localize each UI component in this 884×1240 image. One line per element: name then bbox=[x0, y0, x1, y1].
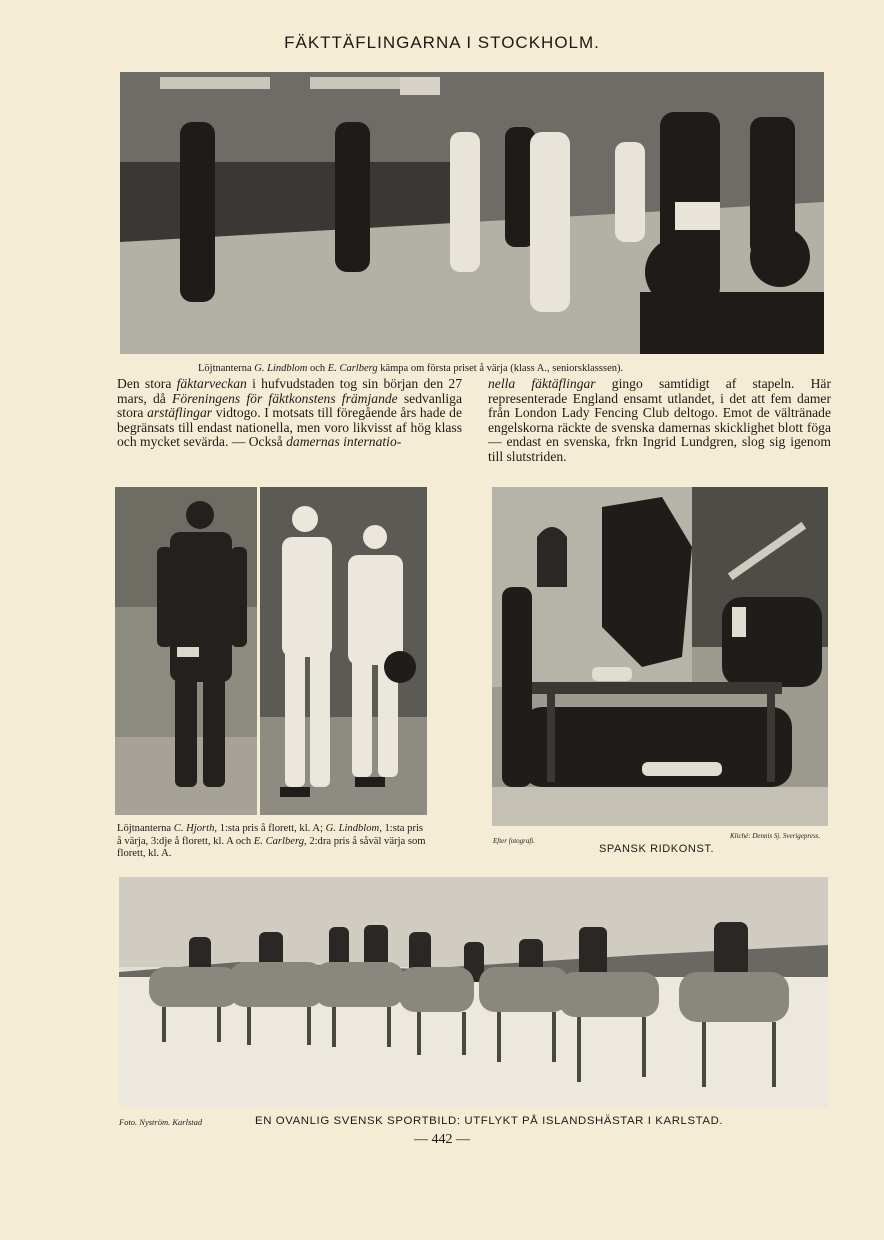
caption-name: G. Lindblom, bbox=[325, 823, 382, 834]
caption-text: Löjtnanterna bbox=[117, 823, 174, 834]
caption-name: C. Hjorth, bbox=[173, 823, 218, 834]
article-column-right bbox=[488, 377, 831, 465]
photo-icelandic-horses bbox=[119, 877, 828, 1107]
caption-text: Löjtnanterna bbox=[198, 363, 255, 374]
caption-text: 1:sta pris å värja, 3:dje å florett, kl. A och bbox=[117, 823, 424, 847]
caption-name: E. Carlberg bbox=[327, 363, 378, 374]
caption-text: 1:sta pris å florett, kl. A; bbox=[217, 823, 326, 834]
article-italic: arstäflingar bbox=[147, 405, 213, 421]
article-text: Den stora bbox=[117, 376, 177, 391]
photo-horses-title: EN OVANLIG SVENSK SPORTBILD: UTFLYKT PÅ ISLANDSHÄSTAR I KARLSTAD. bbox=[255, 1115, 724, 1127]
page-title: FÄKTTÄFLINGARNA I STOCKHOLM. bbox=[284, 33, 600, 52]
article-italic: Föreningens för fäktkonstens främjande bbox=[172, 390, 398, 406]
photo-fencing-hall-caption bbox=[198, 362, 798, 375]
photo-credit: Foto. Nyström. Karlstad bbox=[119, 1117, 203, 1127]
photo-credit: Kliché: Dennis Sj. Sverigepress. bbox=[730, 832, 821, 840]
photo-two-fencers bbox=[260, 487, 427, 815]
article-text: vidtogo. I motsats till föregående års hade de begränsats till endast nationella, men voro likvisst af hög klass och mycket sevärda. — Också bbox=[117, 405, 463, 450]
caption-text: och bbox=[307, 363, 328, 374]
photo-fencing-hall bbox=[120, 72, 824, 354]
article-italic: damernas internatio- bbox=[286, 434, 402, 450]
article-italic: nella fäktäflingar bbox=[488, 376, 596, 391]
article-italic: fäktarveckan bbox=[176, 376, 247, 391]
caption-text: kämpa om första priset å värja (klass A., seniorsklasssen). bbox=[377, 363, 624, 374]
article-column-left bbox=[117, 377, 462, 450]
caption-text: 2:dra pris å såväl värja som florett, kl. A. bbox=[117, 835, 426, 859]
photo-spanish-horsemanship bbox=[492, 487, 828, 826]
page-number: — 442 — bbox=[414, 1132, 470, 1147]
caption-name: G. Lindblom bbox=[254, 363, 308, 374]
article-text: gingo samtidigt af stapeln. Här representerade England ensamt utlandet, i det att fem damer från London Lady Fencing Club deltogo. Emot de vältränade engelskorna räckte de svenska damernas skicklighet blott föga — endast en svenska, frkn Ingrid Lundgren, slog sig igenom till slutstriden. bbox=[488, 376, 831, 464]
caption-name: E. Carlberg, bbox=[253, 835, 307, 847]
photo-spanish-title: SPANSK RIDKONST. bbox=[599, 843, 715, 855]
photo-credit: Efter fotografi. bbox=[493, 837, 535, 845]
article-text: i hufvudstaden tog sin början den 27 mars, då bbox=[117, 376, 462, 406]
photo-officer bbox=[115, 487, 257, 815]
article-text: sedvanliga stora bbox=[117, 390, 463, 421]
photo-fencers-caption bbox=[117, 823, 427, 861]
